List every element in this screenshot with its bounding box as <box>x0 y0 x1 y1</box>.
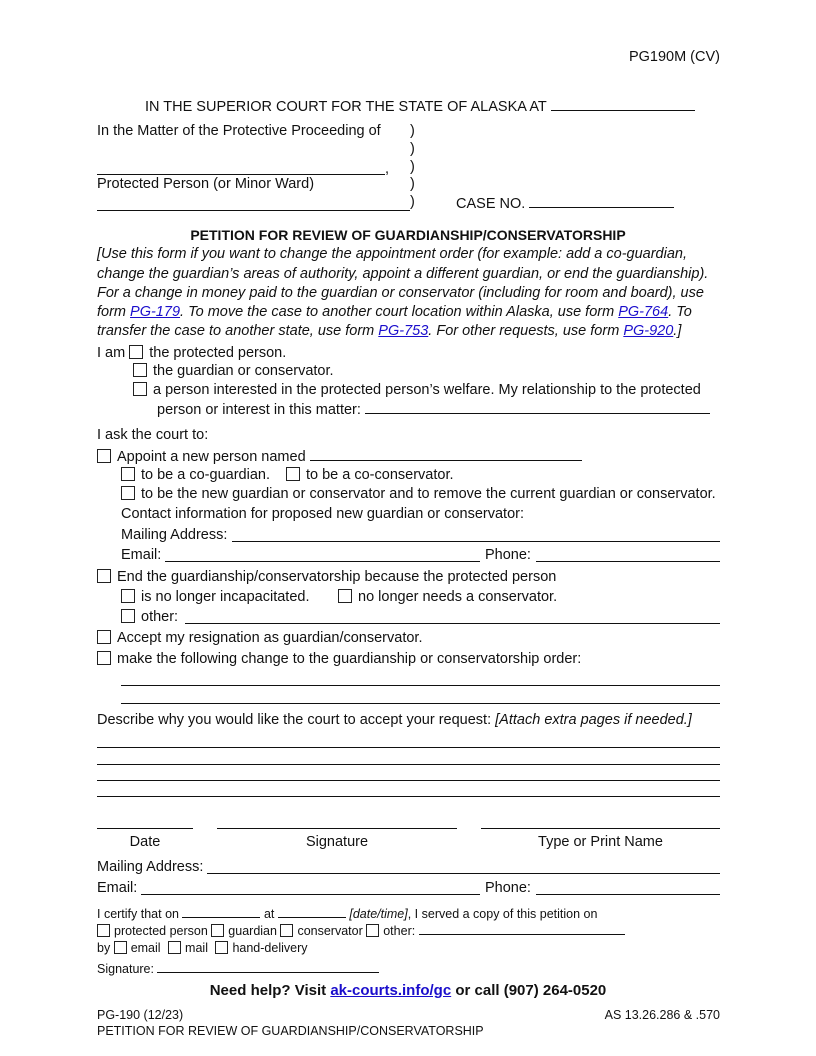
option-label: make the following change to the guardianship or conservatorship order: <box>117 651 582 667</box>
case-no-field[interactable] <box>529 193 674 208</box>
service-date-field[interactable] <box>182 906 260 918</box>
end-reason-row <box>121 588 309 606</box>
end-reason-row <box>338 588 557 606</box>
text: or call (907) 264-0520 <box>451 982 607 999</box>
describe-row <box>97 711 692 729</box>
checkbox-guardian[interactable] <box>133 363 147 377</box>
checkbox-email[interactable] <box>114 941 127 954</box>
serve-other-field[interactable] <box>419 923 625 935</box>
instructions-line: For a change in money paid to the guardian or conservator (including for room and board), use <box>97 285 704 301</box>
print-name-label: Type or Print Name <box>538 834 663 850</box>
print-name-field[interactable] <box>481 828 720 829</box>
footer-title: PETITION FOR REVIEW OF GUARDIANSHIP/CONSERVATORSHIP <box>97 1024 484 1038</box>
help-line <box>0 982 816 1000</box>
option-label: the protected person. <box>149 345 287 361</box>
service-time-field[interactable] <box>278 906 346 918</box>
option-label: to be the new guardian or conservator and to remove the current guardian or conservator. <box>141 486 716 502</box>
text: . To <box>668 304 692 320</box>
phone-label: Phone: <box>485 880 531 896</box>
option-label: Appoint a new person named <box>117 449 306 465</box>
text: . For other requests, use form <box>428 323 624 339</box>
option-label: End the guardianship/conservatorship because the protected person <box>117 569 557 585</box>
footer-code: PG-190 (12/23) <box>97 1008 184 1022</box>
text: email <box>130 941 161 955</box>
help-link[interactable]: ak-courts.info/gc <box>330 982 452 999</box>
ask-label: I ask the court to: <box>97 427 209 443</box>
petitioner-mailing-field[interactable] <box>207 873 720 874</box>
change-field[interactable] <box>121 685 720 686</box>
checkbox-co-conservator[interactable] <box>286 467 300 481</box>
option-label: a person interested in the protected person’s welfare. My relationship to the protected <box>153 382 701 398</box>
checkbox-appoint[interactable] <box>97 449 111 463</box>
appoint-type-row <box>286 466 454 484</box>
change-field[interactable] <box>121 703 720 704</box>
relationship-field[interactable] <box>365 399 710 414</box>
option-label: other: <box>141 609 179 625</box>
checkbox-other[interactable] <box>121 609 135 623</box>
checkbox-protected-person[interactable] <box>129 345 143 359</box>
contact-label: Contact information for proposed new guardian or conservator: <box>121 506 524 522</box>
relationship-row <box>157 399 710 419</box>
instructions-line <box>97 322 681 340</box>
link-pg920[interactable]: PG-920 <box>623 323 674 339</box>
petitioner-email-field[interactable] <box>141 894 480 895</box>
checkbox-hand-delivery[interactable] <box>215 941 228 954</box>
text: form <box>97 304 131 320</box>
appoint-type-row <box>121 485 716 503</box>
comma: , <box>385 161 390 177</box>
end-other-row <box>121 608 178 626</box>
case-no-label: CASE NO. <box>456 196 526 212</box>
option-label: is no longer incapacitated. <box>141 589 310 605</box>
phone-label: Phone: <box>485 547 531 563</box>
new-mailing-field[interactable] <box>232 541 720 542</box>
protected-person-label: Protected Person (or Minor Ward) <box>97 176 315 192</box>
checkbox-change[interactable] <box>97 651 111 665</box>
mailing-label: Mailing Address: <box>97 859 204 875</box>
checkbox-not-incapacitated[interactable] <box>121 589 135 603</box>
text: other: <box>383 924 416 938</box>
text: transfer the case to another state, use form <box>97 323 379 339</box>
option-label: Accept my resignation as guardian/conservator. <box>117 630 423 646</box>
court-header <box>145 96 695 116</box>
service-to-row <box>97 922 625 940</box>
email-label: Email: <box>121 547 162 563</box>
paren: ) <box>410 159 415 175</box>
new-phone-field[interactable] <box>536 561 720 562</box>
caption-line <box>97 210 410 211</box>
paren: ) <box>410 141 415 157</box>
text: I certify that on <box>97 907 179 921</box>
email-label: Email: <box>97 880 138 896</box>
page-title: PETITION FOR REVIEW OF GUARDIANSHIP/CONSERVATORSHIP <box>190 227 626 243</box>
date-label: Date <box>129 834 161 850</box>
service-signature-row <box>97 960 379 978</box>
paren: ) <box>410 176 415 192</box>
checkbox-end[interactable] <box>97 569 111 583</box>
i-am-row <box>97 344 286 362</box>
court-header-text: IN THE SUPERIOR COURT FOR THE STATE OF ALASKA AT <box>145 99 547 115</box>
text: [date/time] <box>349 907 408 921</box>
checkbox-co-guardian[interactable] <box>121 467 135 481</box>
instructions-line: [Use this form if you want to change the appointment order (for example: add a co-guardian, <box>97 246 687 262</box>
instructions-line <box>97 303 692 321</box>
text: at <box>263 907 275 921</box>
text: mail <box>185 941 208 955</box>
reason-field[interactable] <box>97 747 720 748</box>
option-label: the guardian or conservator. <box>153 363 334 379</box>
reason-field[interactable] <box>97 796 720 797</box>
mailing-label: Mailing Address: <box>121 527 228 543</box>
appoint-row <box>97 446 582 466</box>
text: protected person <box>114 924 208 938</box>
checkbox-serve-guardian[interactable] <box>211 924 224 937</box>
service-signature-field[interactable] <box>157 961 379 973</box>
link-pg764[interactable]: PG-764 <box>618 304 669 320</box>
case-no <box>456 193 674 213</box>
text: .] <box>673 323 682 339</box>
instructions-line: change the guardian’s areas of authority, appoint a different guardian, or end the guardianship). <box>97 266 709 282</box>
text: . To move the case to another court location within Alaska, use form <box>180 304 619 320</box>
checkbox-mail[interactable] <box>168 941 181 954</box>
footer-statute: AS 13.26.286 & .570 <box>604 1008 720 1022</box>
checkbox-no-conservator[interactable] <box>338 589 352 603</box>
checkbox-resign[interactable] <box>97 630 111 644</box>
new-person-name-field[interactable] <box>310 446 582 461</box>
caption-matter: In the Matter of the Protective Proceeding of <box>97 123 381 139</box>
describe-note: [Attach extra pages if needed.] <box>495 712 692 728</box>
checkbox-serve-protected-person[interactable] <box>97 924 110 937</box>
text: conservator <box>297 924 363 938</box>
text: by <box>97 941 111 955</box>
appoint-type-row <box>121 466 270 484</box>
checkbox-serve-conservator[interactable] <box>280 924 293 937</box>
service-row <box>97 905 597 923</box>
form-code: PG190M (CV) <box>628 49 720 65</box>
petitioner-phone-field[interactable] <box>536 894 720 895</box>
signature-label: Signature <box>305 834 369 850</box>
change-row <box>97 650 581 668</box>
link-pg179[interactable]: PG-179 <box>130 304 181 320</box>
reason-field[interactable] <box>97 764 720 765</box>
checkbox-serve-other[interactable] <box>366 924 379 937</box>
resign-row <box>97 629 422 647</box>
checkbox-new-guardian[interactable] <box>121 486 135 500</box>
option-label: no longer needs a conservator. <box>358 589 558 605</box>
describe-label: Describe why you would like the court to accept your request: <box>97 712 492 728</box>
link-pg753[interactable]: PG-753 <box>378 323 429 339</box>
option-label: to be a co-conservator. <box>306 467 454 483</box>
new-email-field[interactable] <box>165 561 480 562</box>
relationship-label: person or interest in this matter: <box>157 402 361 418</box>
option-label: to be a co-guardian. <box>141 467 270 483</box>
i-am-row <box>133 362 334 380</box>
paren: ) <box>410 123 415 139</box>
service-method-row <box>97 939 308 957</box>
i-am-row <box>133 381 701 399</box>
checkbox-interested-person[interactable] <box>133 382 147 396</box>
date-field[interactable] <box>97 828 193 829</box>
i-am-label: I am <box>97 345 126 361</box>
text: Signature: <box>97 962 154 976</box>
other-field[interactable] <box>185 623 720 624</box>
paren: ) <box>410 194 415 210</box>
end-row <box>97 568 556 586</box>
signature-field[interactable] <box>217 828 457 829</box>
court-location-field[interactable] <box>551 96 695 111</box>
text: Need help? Visit <box>209 982 331 999</box>
text: hand-delivery <box>232 941 308 955</box>
text: guardian <box>228 924 277 938</box>
text: , I served a copy of this petition on <box>407 907 598 921</box>
reason-field[interactable] <box>97 780 720 781</box>
